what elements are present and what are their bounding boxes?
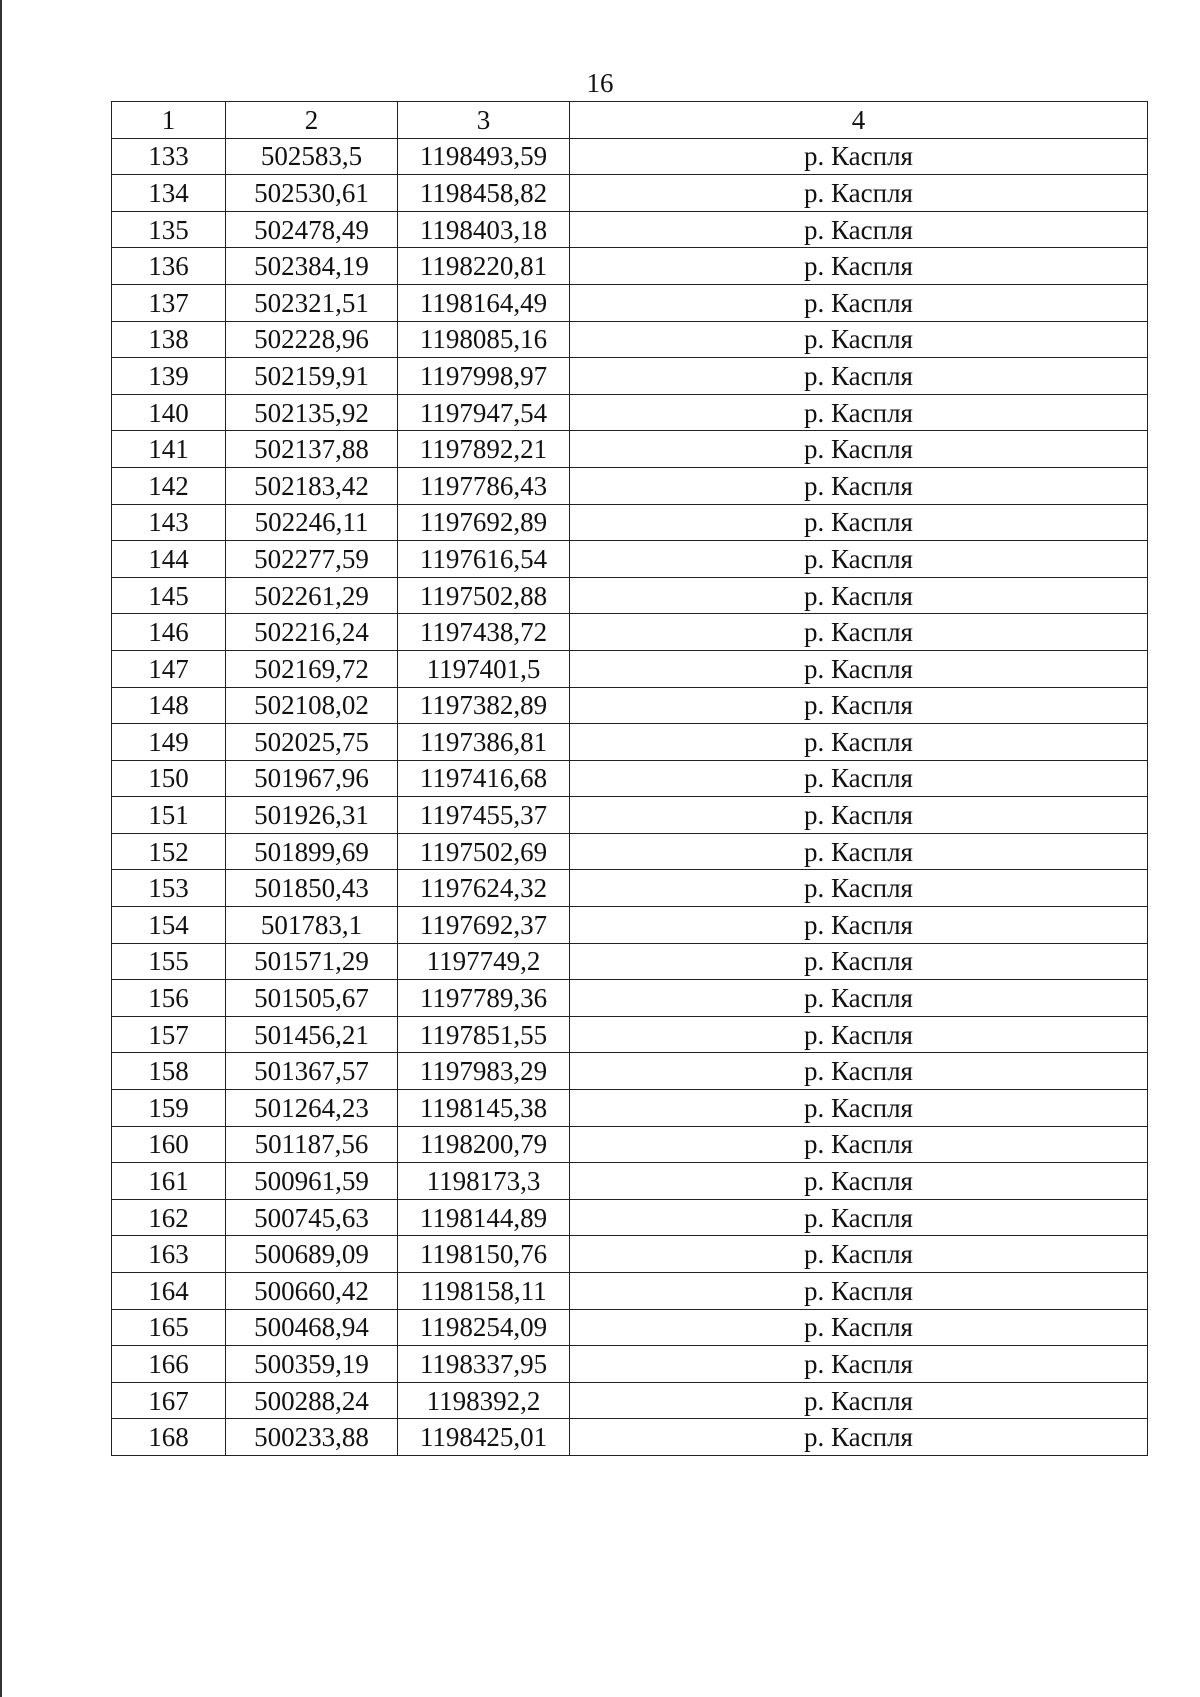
point-number-cell: 138 <box>112 321 226 358</box>
coordinate-x-cell: 502228,96 <box>226 321 398 358</box>
coordinate-y-cell: 1197998,97 <box>398 358 570 395</box>
point-number-cell: 162 <box>112 1199 226 1236</box>
point-number-cell: 146 <box>112 614 226 651</box>
coordinate-x-cell: 502216,24 <box>226 614 398 651</box>
table-row <box>112 1053 1148 1090</box>
coordinate-y-cell: 1197438,72 <box>398 614 570 651</box>
point-number-cell: 153 <box>112 870 226 907</box>
coordinate-x-cell: 502321,51 <box>226 284 398 321</box>
coordinate-x-cell: 501187,56 <box>226 1126 398 1163</box>
point-number-cell: 164 <box>112 1273 226 1310</box>
point-number-cell: 147 <box>112 650 226 687</box>
coordinate-x-cell: 502135,92 <box>226 394 398 431</box>
coordinate-x-cell: 501456,21 <box>226 1016 398 1053</box>
coordinate-x-cell: 502530,61 <box>226 175 398 212</box>
coordinate-y-cell: 1197892,21 <box>398 431 570 468</box>
table-row <box>112 1382 1148 1419</box>
table-row <box>112 1236 1148 1273</box>
point-number-cell: 167 <box>112 1382 226 1419</box>
location-cell: р. Каспля <box>570 1126 1148 1163</box>
point-number-cell: 151 <box>112 797 226 834</box>
coordinate-y-cell: 1198085,16 <box>398 321 570 358</box>
table-row <box>112 431 1148 468</box>
table-row <box>112 248 1148 285</box>
table-row <box>112 284 1148 321</box>
table-row <box>112 1419 1148 1456</box>
location-cell: р. Каспля <box>570 1382 1148 1419</box>
coordinate-x-cell: 501899,69 <box>226 833 398 870</box>
table-body <box>112 138 1148 1455</box>
point-number-cell: 144 <box>112 541 226 578</box>
location-cell: р. Каспля <box>570 138 1148 175</box>
table-row <box>112 321 1148 358</box>
point-number-cell: 168 <box>112 1419 226 1456</box>
table-row <box>112 138 1148 175</box>
coordinate-y-cell: 1197851,55 <box>398 1016 570 1053</box>
table-row <box>112 650 1148 687</box>
location-cell: р. Каспля <box>570 760 1148 797</box>
location-cell: р. Каспля <box>570 1016 1148 1053</box>
location-cell: р. Каспля <box>570 504 1148 541</box>
column-header: 3 <box>398 102 570 139</box>
table-row <box>112 797 1148 834</box>
point-number-cell: 154 <box>112 907 226 944</box>
location-cell: р. Каспля <box>570 614 1148 651</box>
location-cell: р. Каспля <box>570 687 1148 724</box>
table-row <box>112 577 1148 614</box>
coordinate-y-cell: 1198145,38 <box>398 1090 570 1127</box>
column-header: 2 <box>226 102 398 139</box>
table-row <box>112 1126 1148 1163</box>
location-cell: р. Каспля <box>570 1419 1148 1456</box>
table-row <box>112 1273 1148 1310</box>
coordinate-y-cell: 1198392,2 <box>398 1382 570 1419</box>
coordinate-y-cell: 1197947,54 <box>398 394 570 431</box>
point-number-cell: 161 <box>112 1163 226 1200</box>
coordinate-x-cell: 502384,19 <box>226 248 398 285</box>
coordinate-x-cell: 501367,57 <box>226 1053 398 1090</box>
point-number-cell: 133 <box>112 138 226 175</box>
coordinate-y-cell: 1198158,11 <box>398 1273 570 1310</box>
coordinate-y-cell: 1197749,2 <box>398 943 570 980</box>
coordinate-y-cell: 1198337,95 <box>398 1346 570 1383</box>
column-header: 1 <box>112 102 226 139</box>
table-row <box>112 394 1148 431</box>
location-cell: р. Каспля <box>570 541 1148 578</box>
table-row <box>112 211 1148 248</box>
point-number-cell: 157 <box>112 1016 226 1053</box>
location-cell: р. Каспля <box>570 1273 1148 1310</box>
coordinate-x-cell: 502159,91 <box>226 358 398 395</box>
coordinate-x-cell: 502583,5 <box>226 138 398 175</box>
coordinate-y-cell: 1198254,09 <box>398 1309 570 1346</box>
point-number-cell: 156 <box>112 980 226 1017</box>
coordinate-x-cell: 502261,29 <box>226 577 398 614</box>
table-row <box>112 1163 1148 1200</box>
coordinate-y-cell: 1197616,54 <box>398 541 570 578</box>
location-cell: р. Каспля <box>570 833 1148 870</box>
coordinate-x-cell: 500745,63 <box>226 1199 398 1236</box>
location-cell: р. Каспля <box>570 175 1148 212</box>
coordinate-x-cell: 500689,09 <box>226 1236 398 1273</box>
table-row <box>112 760 1148 797</box>
location-cell: р. Каспля <box>570 321 1148 358</box>
coordinate-x-cell: 502277,59 <box>226 541 398 578</box>
point-number-cell: 159 <box>112 1090 226 1127</box>
coordinate-x-cell: 501264,23 <box>226 1090 398 1127</box>
location-cell: р. Каспля <box>570 577 1148 614</box>
table-row <box>112 907 1148 944</box>
coordinate-y-cell: 1198220,81 <box>398 248 570 285</box>
coordinate-y-cell: 1198458,82 <box>398 175 570 212</box>
coordinate-y-cell: 1198200,79 <box>398 1126 570 1163</box>
coordinate-y-cell: 1197382,89 <box>398 687 570 724</box>
coordinate-x-cell: 500288,24 <box>226 1382 398 1419</box>
point-number-cell: 166 <box>112 1346 226 1383</box>
table-row <box>112 833 1148 870</box>
location-cell: р. Каспля <box>570 211 1148 248</box>
location-cell: р. Каспля <box>570 394 1148 431</box>
point-number-cell: 137 <box>112 284 226 321</box>
coordinate-x-cell: 502169,72 <box>226 650 398 687</box>
location-cell: р. Каспля <box>570 724 1148 761</box>
table-row <box>112 724 1148 761</box>
coordinate-x-cell: 502246,11 <box>226 504 398 541</box>
point-number-cell: 158 <box>112 1053 226 1090</box>
location-cell: р. Каспля <box>570 907 1148 944</box>
coordinate-x-cell: 500660,42 <box>226 1273 398 1310</box>
coordinate-x-cell: 502137,88 <box>226 431 398 468</box>
location-cell: р. Каспля <box>570 1346 1148 1383</box>
location-cell: р. Каспля <box>570 1163 1148 1200</box>
table-row <box>112 1016 1148 1053</box>
coordinate-x-cell: 501926,31 <box>226 797 398 834</box>
coordinate-y-cell: 1197983,29 <box>398 1053 570 1090</box>
point-number-cell: 160 <box>112 1126 226 1163</box>
table-row <box>112 358 1148 395</box>
location-cell: р. Каспля <box>570 1309 1148 1346</box>
coordinate-y-cell: 1198425,01 <box>398 1419 570 1456</box>
coordinates-table <box>111 101 1148 1456</box>
table-row <box>112 541 1148 578</box>
point-number-cell: 134 <box>112 175 226 212</box>
location-cell: р. Каспля <box>570 248 1148 285</box>
coordinate-y-cell: 1197789,36 <box>398 980 570 1017</box>
point-number-cell: 155 <box>112 943 226 980</box>
table-row <box>112 1346 1148 1383</box>
table-row <box>112 614 1148 651</box>
location-cell: р. Каспля <box>570 431 1148 468</box>
coordinate-y-cell: 1197455,37 <box>398 797 570 834</box>
coordinate-y-cell: 1198164,49 <box>398 284 570 321</box>
table-row <box>112 467 1148 504</box>
point-number-cell: 163 <box>112 1236 226 1273</box>
table-row <box>112 943 1148 980</box>
location-cell: р. Каспля <box>570 1236 1148 1273</box>
coordinate-y-cell: 1197386,81 <box>398 724 570 761</box>
coordinate-y-cell: 1198403,18 <box>398 211 570 248</box>
point-number-cell: 149 <box>112 724 226 761</box>
coordinate-y-cell: 1197502,69 <box>398 833 570 870</box>
coordinate-y-cell: 1197502,88 <box>398 577 570 614</box>
point-number-cell: 142 <box>112 467 226 504</box>
table-row <box>112 870 1148 907</box>
coordinate-y-cell: 1198150,76 <box>398 1236 570 1273</box>
coordinate-x-cell: 501505,67 <box>226 980 398 1017</box>
point-number-cell: 148 <box>112 687 226 724</box>
coordinate-x-cell: 501850,43 <box>226 870 398 907</box>
coordinate-y-cell: 1197416,68 <box>398 760 570 797</box>
coordinate-x-cell: 501571,29 <box>226 943 398 980</box>
point-number-cell: 152 <box>112 833 226 870</box>
coordinate-y-cell: 1197692,89 <box>398 504 570 541</box>
coordinate-y-cell: 1198173,3 <box>398 1163 570 1200</box>
table-row <box>112 1199 1148 1236</box>
coordinate-y-cell: 1197692,37 <box>398 907 570 944</box>
point-number-cell: 139 <box>112 358 226 395</box>
coordinate-y-cell: 1198144,89 <box>398 1199 570 1236</box>
location-cell: р. Каспля <box>570 943 1148 980</box>
location-cell: р. Каспля <box>570 467 1148 504</box>
coordinate-x-cell: 500233,88 <box>226 1419 398 1456</box>
point-number-cell: 143 <box>112 504 226 541</box>
location-cell: р. Каспля <box>570 797 1148 834</box>
coordinate-x-cell: 502478,49 <box>226 211 398 248</box>
table-row <box>112 980 1148 1017</box>
point-number-cell: 140 <box>112 394 226 431</box>
coordinate-x-cell: 500961,59 <box>226 1163 398 1200</box>
table-row <box>112 1090 1148 1127</box>
coordinate-y-cell: 1197786,43 <box>398 467 570 504</box>
point-number-cell: 136 <box>112 248 226 285</box>
table-row <box>112 687 1148 724</box>
point-number-cell: 145 <box>112 577 226 614</box>
location-cell: р. Каспля <box>570 284 1148 321</box>
coordinate-x-cell: 501783,1 <box>226 907 398 944</box>
coordinate-x-cell: 502108,02 <box>226 687 398 724</box>
coordinate-x-cell: 502183,42 <box>226 467 398 504</box>
header-row <box>112 102 1148 139</box>
page-number: 16 <box>586 68 614 98</box>
point-number-cell: 135 <box>112 211 226 248</box>
location-cell: р. Каспля <box>570 870 1148 907</box>
table-row <box>112 175 1148 212</box>
location-cell: р. Каспля <box>570 980 1148 1017</box>
location-cell: р. Каспля <box>570 1090 1148 1127</box>
point-number-cell: 141 <box>112 431 226 468</box>
coordinate-x-cell: 500468,94 <box>226 1309 398 1346</box>
location-cell: р. Каспля <box>570 650 1148 687</box>
coordinate-y-cell: 1197624,32 <box>398 870 570 907</box>
coordinate-x-cell: 500359,19 <box>226 1346 398 1383</box>
scan-left-edge <box>0 0 2 1697</box>
table-row <box>112 1309 1148 1346</box>
location-cell: р. Каспля <box>570 1199 1148 1236</box>
table-row <box>112 504 1148 541</box>
coordinate-x-cell: 502025,75 <box>226 724 398 761</box>
point-number-cell: 150 <box>112 760 226 797</box>
location-cell: р. Каспля <box>570 358 1148 395</box>
location-cell: р. Каспля <box>570 1053 1148 1090</box>
coordinate-y-cell: 1198493,59 <box>398 138 570 175</box>
coordinate-x-cell: 501967,96 <box>226 760 398 797</box>
point-number-cell: 165 <box>112 1309 226 1346</box>
coordinate-y-cell: 1197401,5 <box>398 650 570 687</box>
column-header: 4 <box>570 102 1148 139</box>
